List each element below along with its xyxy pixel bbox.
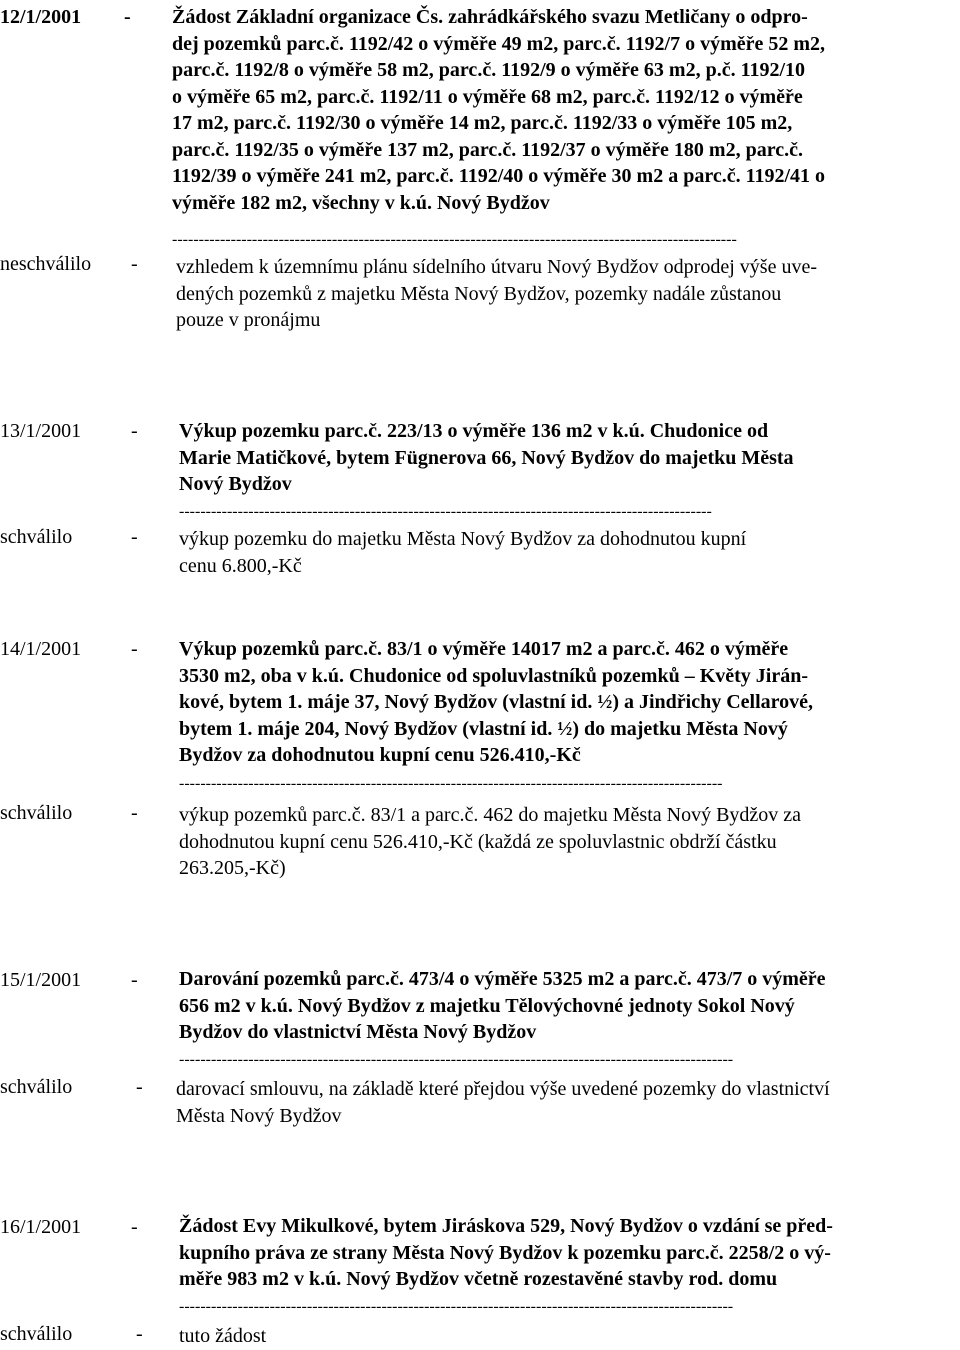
resolution-line: cenu 6.800,-Kč [179, 554, 302, 577]
subject-line: bytem 1. máje 204, Nový Bydžov (vlastní id. ½) do majetku Města Nový [179, 717, 788, 740]
decision-label: schválilo [0, 1076, 73, 1098]
decision-label: schválilo [0, 802, 73, 824]
decision-dash: - [136, 1323, 143, 1345]
resolution-line: výkup pozemku do majetku Města Nový Bydžov za dohodnutou kupní [179, 528, 747, 550]
subject-line: měře 983 m2 v k.ú. Nový Bydžov včetně rozestavěné stavby rod. domu [179, 1268, 778, 1290]
subject-line: kupního práva ze strany Města Nový Bydžov k pozemku parc.č. 2258/2 o vý- [179, 1241, 831, 1264]
subject-line: Bydžov do vlastnictví Města Nový Bydžov [179, 1021, 537, 1043]
resolution-line: darovací smlouvu, na základě které přejdou výše uvedené pozemky do vlastnictví [176, 1078, 830, 1100]
resolution-line: pouze v pronájmu [176, 309, 321, 331]
subject-line: Výkup pozemku parc.č. 223/13 o výměře 136 m2 v k.ú. Chudonice od [179, 420, 769, 442]
separator-line: ---------------------------------------------------------------------------------------------------- [179, 504, 712, 520]
item-subject [179, 636, 813, 769]
decision-dash: - [131, 526, 138, 548]
decision-label: schválilo [0, 526, 73, 548]
resolution-line: Města Nový Bydžov [176, 1104, 342, 1127]
item-dash: - [131, 638, 138, 660]
subject-line: 17 m2, parc.č. 1192/30 o výměře 14 m2, parc.č. 1192/33 o výměře 105 m2, [172, 112, 793, 134]
item-resolution [176, 254, 817, 334]
subject-line: 3530 m2, oba v k.ú. Chudonice od spoluvlastníků pozemků – Květy Jirán- [179, 664, 809, 687]
resolution-line: tuto žádost [179, 1325, 267, 1347]
subject-line: Žádost Základní organizace Čs. zahrádkářského svazu Metličany o odpro- [172, 6, 808, 28]
separator-line: ---------------------------------------------------------------------------------------------------------- [172, 232, 737, 248]
item-number: 13/1/2001 [0, 420, 82, 442]
item-resolution [179, 526, 746, 579]
separator-line: -------------------------------------------------------------------------------------------------------- [179, 1052, 734, 1068]
item-subject [179, 966, 826, 1046]
resolution-line: výkup pozemků parc.č. 83/1 a parc.č. 462 do majetku Města Nový Bydžov za [179, 804, 802, 826]
decision-dash: - [136, 1076, 143, 1098]
subject-line: Nový Bydžov [179, 473, 292, 495]
decision-label: neschválilo [0, 253, 92, 275]
subject-line: dej pozemků parc.č. 1192/42 o výměře 49 m2, parc.č. 1192/7 o výměře 52 m2, [172, 32, 826, 55]
subject-line: o výměře 65 m2, parc.č. 1192/11 o výměře 68 m2, parc.č. 1192/12 o výměře [172, 85, 803, 108]
item-number: 15/1/2001 [0, 969, 82, 991]
subject-line: výměře 182 m2, všechny v k.ú. Nový Bydžov [172, 191, 550, 214]
item-subject [179, 1213, 833, 1293]
resolution-line: 263.205,-Kč) [179, 857, 286, 879]
item-subject [172, 4, 825, 216]
item-number: 16/1/2001 [0, 1216, 82, 1238]
subject-line: kové, bytem 1. máje 37, Nový Bydžov (vlastní id. ½) a Jindřichy Cellarové, [179, 691, 814, 713]
resolution-line: dených pozemků z majetku Města Nový Bydžov, pozemky nadále zůstanou [176, 282, 782, 305]
item-resolution [179, 802, 801, 882]
subject-line: Darování pozemků parc.č. 473/4 o výměře 5325 m2 a parc.č. 473/7 o výměře [179, 968, 826, 990]
subject-line: parc.č. 1192/35 o výměře 137 m2, parc.č. 1192/37 o výměře 180 m2, parc.č. [172, 138, 803, 161]
item-dash: - [124, 6, 131, 28]
subject-line: Bydžov za dohodnutou kupní cenu 526.410,-Kč [179, 744, 581, 766]
item-dash: - [131, 420, 138, 442]
subject-line: parc.č. 1192/8 o výměře 58 m2, parc.č. 1192/9 o výměře 63 m2, p.č. 1192/10 [172, 59, 806, 81]
decision-dash: - [131, 802, 138, 824]
subject-line: Žádost Evy Mikulkové, bytem Jiráskova 529, Nový Bydžov o vzdání se před- [179, 1215, 833, 1237]
resolution-line: dohodnutou kupní cenu 526.410,-Kč (každá ze spoluvlastnic obdrží částku [179, 830, 777, 853]
subject-line: 1192/39 o výměře 241 m2, parc.č. 1192/40 o výměře 30 m2 a parc.č. 1192/41 o [172, 165, 826, 187]
subject-line: 656 m2 v k.ú. Nový Bydžov z majetku Tělovýchovné jednoty Sokol Nový [179, 994, 795, 1017]
item-subject [179, 418, 794, 498]
resolution-line: vzhledem k územnímu plánu sídelního útvaru Nový Bydžov odprodej výše uve- [176, 256, 817, 278]
item-number: 12/1/2001 [0, 6, 82, 28]
item-resolution [176, 1076, 830, 1129]
separator-line: -------------------------------------------------------------------------------------------------------- [179, 1299, 734, 1315]
decision-label: schválilo [0, 1323, 73, 1345]
subject-line: Výkup pozemků parc.č. 83/1 o výměře 14017 m2 a parc.č. 462 o výměře [179, 638, 789, 660]
item-dash: - [131, 969, 138, 991]
subject-line: Marie Matičkové, bytem Fügnerova 66, Nový Bydžov do majetku Města [179, 446, 794, 469]
separator-line: ------------------------------------------------------------------------------------------------------ [179, 776, 723, 792]
item-number: 14/1/2001 [0, 638, 82, 660]
item-dash: - [131, 1216, 138, 1238]
decision-dash: - [131, 253, 138, 275]
